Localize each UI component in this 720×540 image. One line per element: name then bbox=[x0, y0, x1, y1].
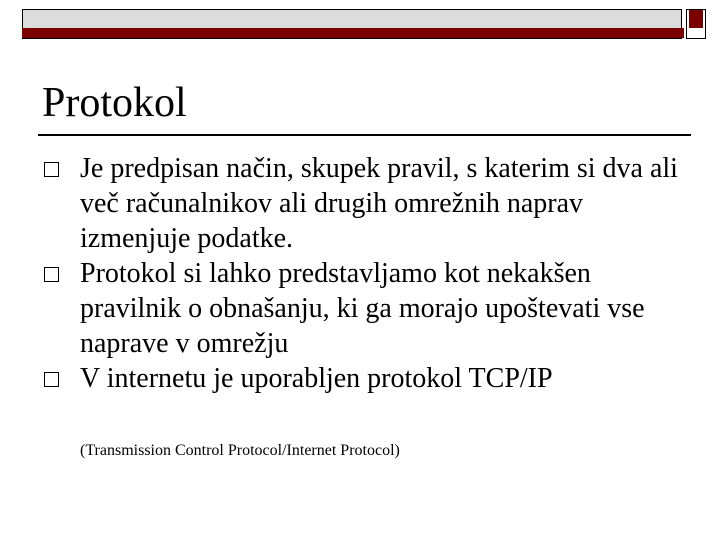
footnote: (Transmission Control Protocol/Internet Protocol) bbox=[80, 442, 400, 459]
corner-decoration bbox=[686, 9, 706, 39]
bullet-item bbox=[44, 361, 694, 396]
bullet-text: Protokol si lahko predstavljamo kot nekakšen pravilnik o obnašanju, ki ga morajo upoštevati vse naprave v omrežju bbox=[80, 258, 645, 359]
hollow-square-bullet-icon bbox=[44, 267, 59, 282]
bullet-text: Je predpisan način, skupek pravil, s katerim si dva ali več računalnikov ali drugih omrežnih naprav izmenjuje podatke. bbox=[80, 153, 678, 254]
bullet-item bbox=[44, 151, 694, 256]
hollow-square-bullet-icon bbox=[44, 372, 59, 387]
title-divider bbox=[38, 134, 691, 136]
slide-title: Protokol bbox=[42, 80, 187, 126]
bullet-item bbox=[44, 256, 694, 361]
bullet-text: V internetu je uporabljen protokol TCP/IP bbox=[80, 363, 553, 394]
header-accent-stripe bbox=[22, 28, 684, 38]
corner-decoration-fill bbox=[689, 10, 703, 28]
hollow-square-bullet-icon bbox=[44, 162, 59, 177]
bullet-list bbox=[44, 151, 694, 396]
